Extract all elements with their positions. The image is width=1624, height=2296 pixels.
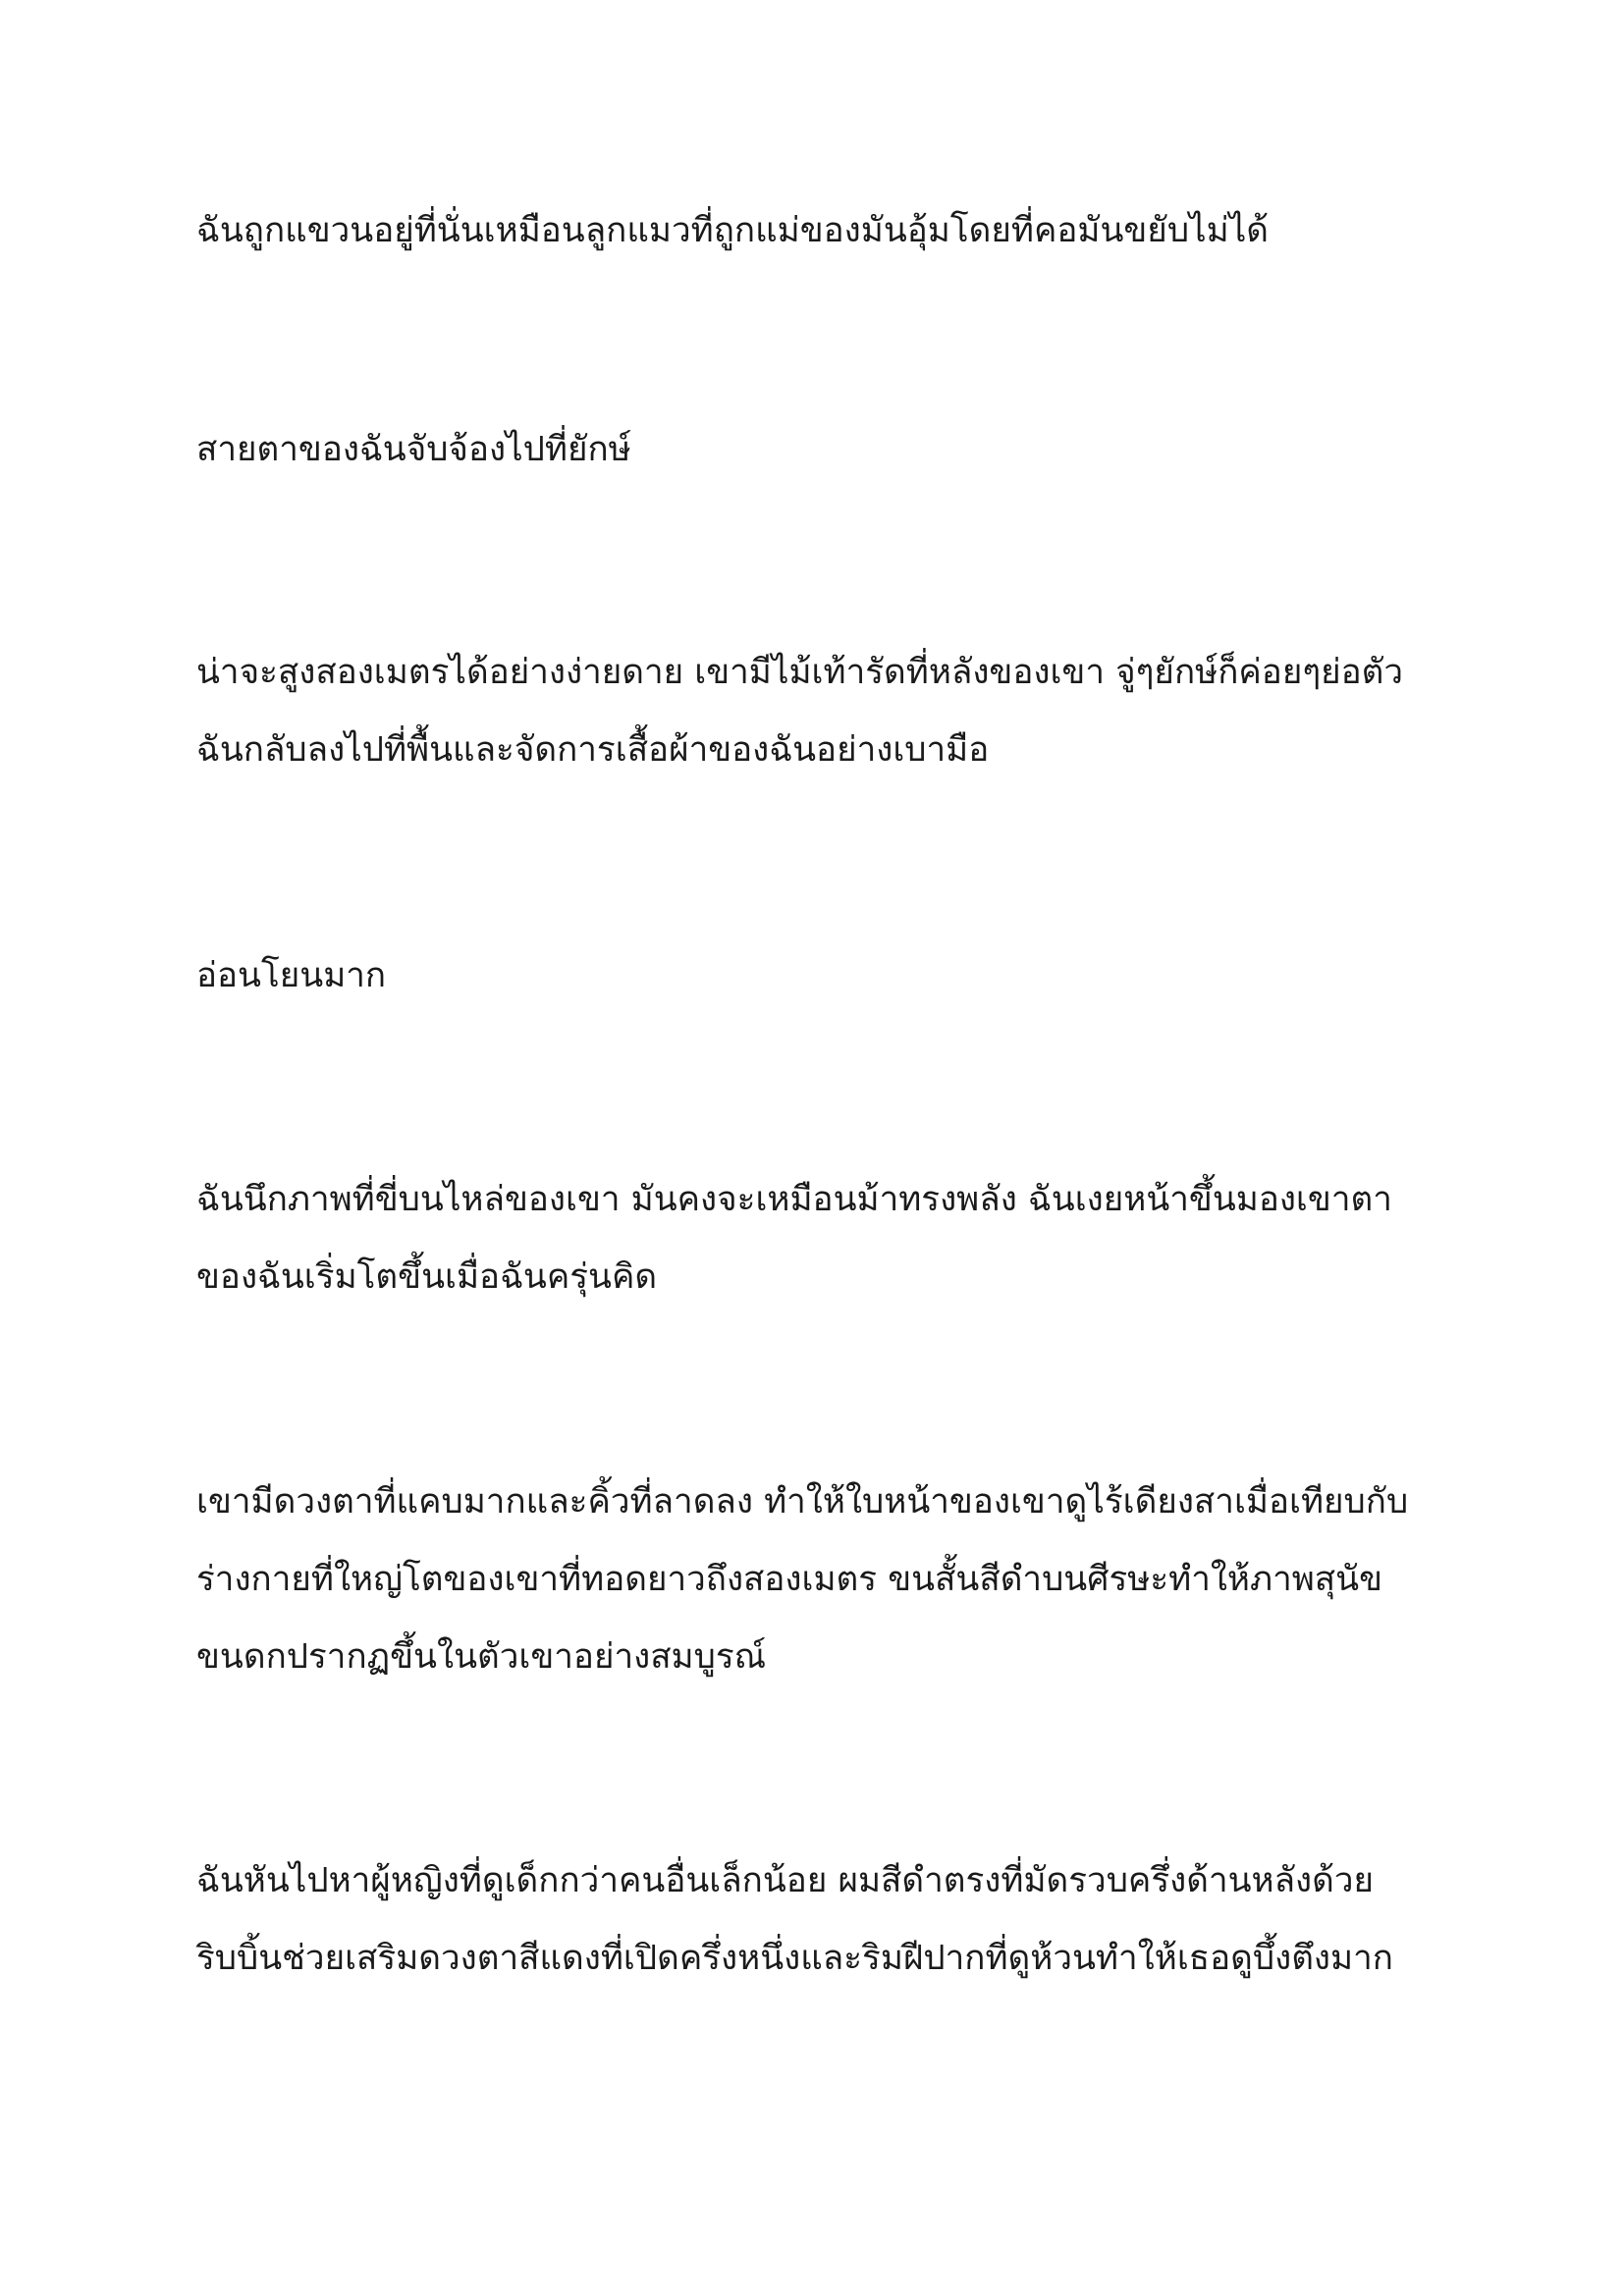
paragraph-line: ริบบิ้นช่วยเสริมดวงตาสีแดงที่เปิดครึ่งหนึ่งและริมฝีปากที่ดูห้วนทำให้เธอดูบึ้งตึงมาก	[196, 1939, 1393, 1978]
paragraph-line: ฉันหันไปหาผู้หญิงที่ดูเด็กกว่าคนอื่นเล็กน้อย ผมสีดำตรงที่มัดรวบครึ่งด้านหลังด้วย	[196, 1861, 1375, 1900]
paragraph-line: เขามีดวงตาที่แคบมากและคิ้วที่ลาดลง ทำให้ใบหน้าของเขาดูไร้เดียงสาเมื่อเทียบกับ	[196, 1482, 1409, 1522]
paragraph-5	[196, 1161, 1463, 1316]
paragraph-line: ร่างกายที่ใหญ่โตของเขาที่ทอดยาวถึงสองเมตร ขนสั้นสีดำบนศีรษะทำให้ภาพสุนัข	[196, 1560, 1383, 1599]
paragraph-line: ฉันกลับลงไปที่พื้นและจัดการเสื้อผ้าของฉันอย่างเบามือ	[196, 730, 990, 770]
paragraph-line: ฉันถูกแขวนอยู่ที่นั่นเหมือนลูกแมวที่ถูกแม่ของมันอุ้มโดยที่คอมันขยับไม่ได้	[196, 211, 1270, 250]
paragraph-line: น่าจะสูงสองเมตรได้อย่างง่ายดาย เขามีไม้เท้ารัดที่หลังของเขา จู่ๆยักษ์ก็ค่อยๆย่อตัว	[196, 653, 1404, 692]
paragraph-2	[196, 411, 1463, 489]
paragraph-3	[196, 634, 1463, 789]
paragraph-line: ขนดกปรากฏขึ้นในตัวเขาอย่างสมบูรณ์	[196, 1637, 767, 1677]
paragraph-line: สายตาของฉันจับจ้องไปที่ยักษ์	[196, 430, 631, 469]
paragraph-line: ฉันนึกภาพที่ขี่บนไหล่ของเขา มันคงจะเหมือนม้าทรงพลัง ฉันเงยหน้าขึ้นมองเขาตา	[196, 1180, 1392, 1219]
paragraph-7	[196, 1842, 1463, 1998]
paragraph-1	[196, 192, 1463, 270]
paragraph-line: ของฉันเริ่มโตขึ้นเมื่อฉันครุ่นคิด	[196, 1257, 658, 1297]
paragraph-line: อ่อนโยนมาก	[196, 956, 387, 995]
paragraph-4	[196, 937, 1463, 1015]
paragraph-6	[196, 1464, 1463, 1696]
